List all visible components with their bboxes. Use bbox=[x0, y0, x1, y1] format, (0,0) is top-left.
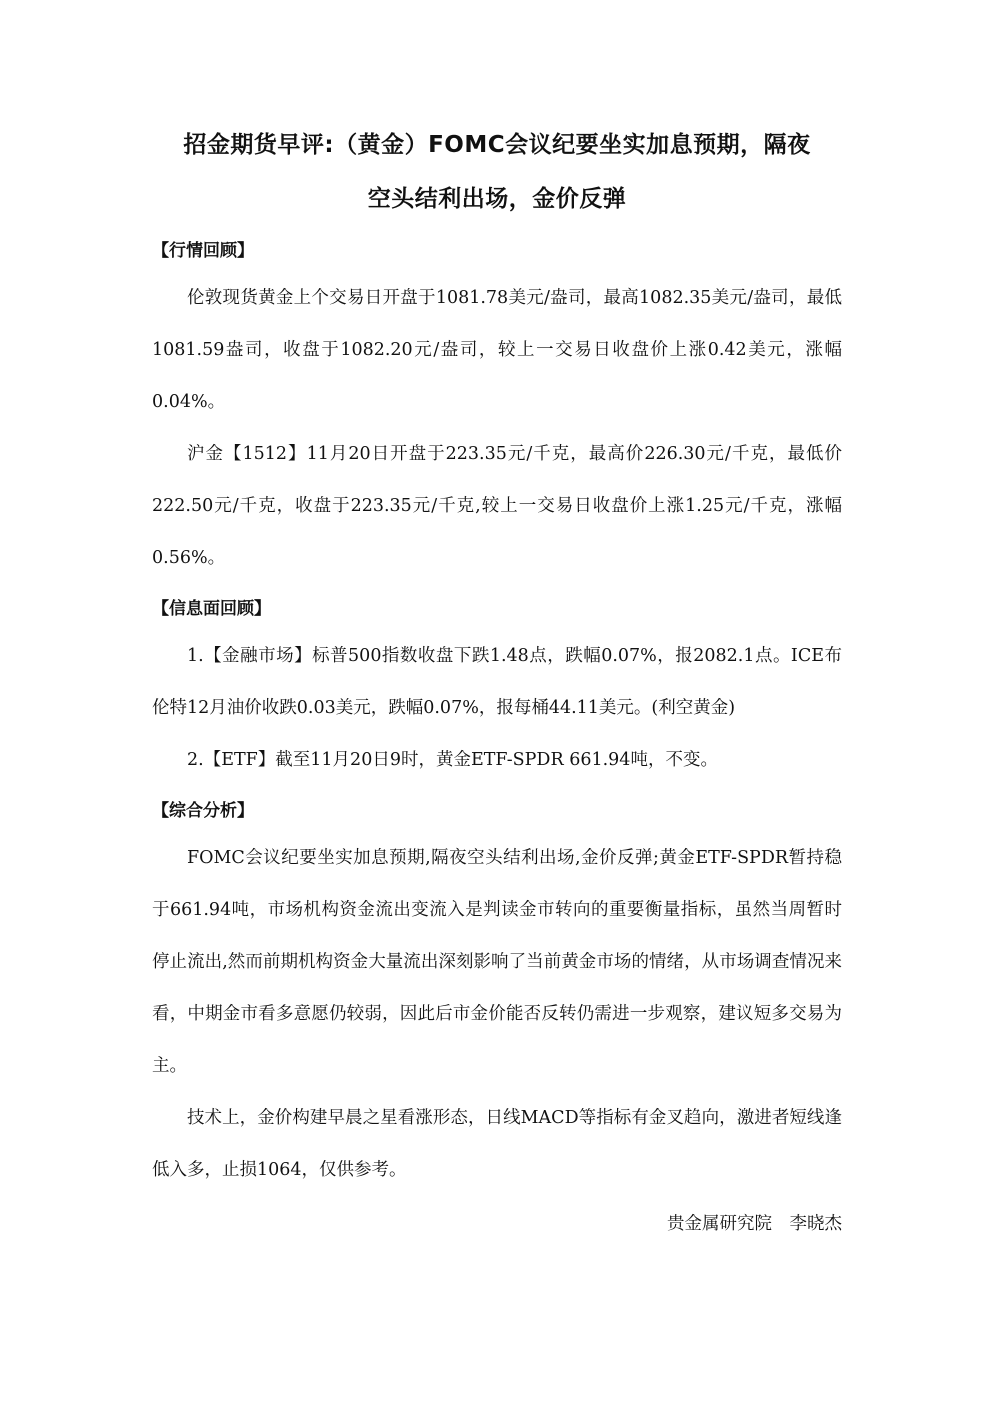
title-line-1: 招金期货早评:（黄金）FOMC会议纪要坐实加息预期，隔夜 bbox=[183, 132, 811, 158]
paragraph-london-gold: 伦敦现货黄金上个交易日开盘于1081.78美元/盎司，最高1082.35美元/盎司，最低1081.59盎司，收盘于1082.20元/盎司，较上一交易日收盘价上涨0.42美元，涨幅0.04%。 bbox=[152, 288, 842, 412]
paragraph-technical: 技术上，金价构建早晨之星看涨形态，日线MACD等指标有金叉趋向，激进者短线逢低入多，止损1064，仅供参考。 bbox=[152, 1108, 842, 1180]
paragraph-etf: 2.【ETF】截至11月20日9时，黄金ETF-SPDR 661.94吨，不变。 bbox=[187, 750, 718, 770]
section-heading-news-review: 【信息面回顾】 bbox=[152, 599, 271, 619]
paragraph-financial-market: 1.【金融市场】标普500指数收盘下跌1.48点，跌幅0.07%，报2082.1点。ICE布伦特12月油价收跌0.03美元，跌幅0.07%，报每桶44.11美元。(利空黄金) bbox=[152, 646, 842, 718]
section-heading-analysis: 【综合分析】 bbox=[152, 801, 254, 821]
document-page bbox=[152, 118, 842, 1250]
document-title bbox=[152, 118, 842, 226]
paragraph-shanghai-gold: 沪金【1512】11月20日开盘于223.35元/千克，最高价226.30元/千克，最低价222.50元/千克，收盘于223.35元/千克,较上一交易日收盘价上涨1.25元/千克，涨幅0.56%。 bbox=[152, 444, 842, 568]
signature: 贵金属研究院 李晓杰 bbox=[667, 1214, 842, 1234]
paragraph-analysis: FOMC会议纪要坐实加息预期,隔夜空头结利出场,金价反弹;黄金ETF-SPDR暂持稳于661.94吨，市场机构资金流出变流入是判读金市转向的重要衡量指标，虽然当周暂时停止流出,然而前期机构资金大量流出深刻影响了当前黄金市场的情绪，从市场调查情况来看，中期金市看多意愿仍较弱，因此后市金价能否反转仍需进一步观察，建议短多交易为主。 bbox=[152, 848, 842, 1076]
title-line-2: 空头结利出场，金价反弹 bbox=[367, 186, 627, 212]
section-heading-market-review: 【行情回顾】 bbox=[152, 241, 254, 261]
